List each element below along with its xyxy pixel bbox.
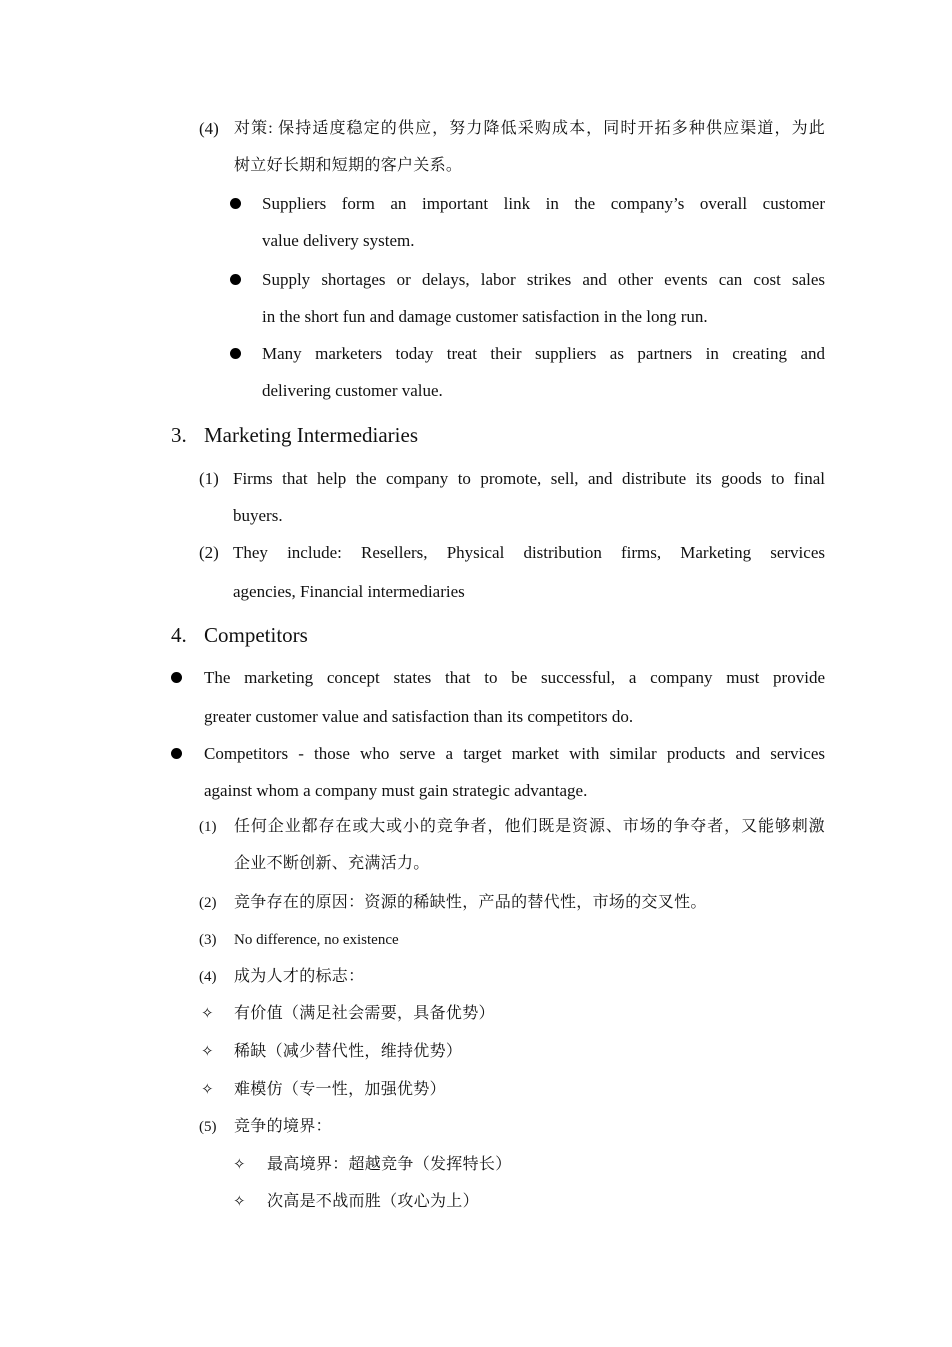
list-item: 难模仿（专一性，加强优势） <box>234 1081 446 1098</box>
paragraph-line: 对策: 保持适度稳定的供应，努力降低采购成本，同时开拓多种供应渠道，为此 <box>234 120 825 137</box>
paragraph-line: 企业不断创新、充满活力。 <box>234 855 430 872</box>
bullet-text: Many marketers today treat their suppliers as partners in creating and <box>262 344 825 363</box>
list-item: 稀缺（减少替代性，维持优势） <box>234 1043 463 1060</box>
section-heading: Marketing Intermediaries <box>204 423 418 447</box>
paragraph-line: No difference, no existence <box>234 932 399 948</box>
diamond-bullet-icon: ✧ <box>201 1044 214 1060</box>
bullet-dot <box>171 748 182 759</box>
bullet-text: in the short fun and damage customer satisfaction in the long run. <box>262 307 708 326</box>
list-item: 有价值（满足社会需要，具备优势） <box>234 1005 495 1022</box>
bullet-text: value delivery system. <box>262 231 415 250</box>
paragraph-line: They include: Resellers, Physical distribution firms, Marketing services <box>233 543 825 562</box>
section-number: 3. <box>171 423 187 447</box>
section-number: 4. <box>171 623 187 647</box>
list-item: 最高境界：超越竞争（发挥特长） <box>267 1156 512 1173</box>
list-item: 次高是不战而胜（攻心为上） <box>267 1193 479 1210</box>
paragraph-line: Firms that help the company to promote, sell, and distribute its goods to final <box>233 469 825 488</box>
bullet-text: Supply shortages or delays, labor strikes and other events can cost sales <box>262 270 825 289</box>
paragraph-line: 竞争存在的原因：资源的稀缺性，产品的替代性，市场的交叉性。 <box>234 894 707 911</box>
paragraph-line: buyers. <box>233 506 283 525</box>
bullet-dot <box>230 198 241 209</box>
section-heading: Competitors <box>204 623 308 647</box>
paragraph-line: 成为人才的标志： <box>234 968 365 985</box>
diamond-bullet-icon: ✧ <box>233 1194 246 1210</box>
paragraph-line: 竞争的境界： <box>234 1118 332 1135</box>
paragraph-line: 任何企业都存在或大或小的竞争者，他们既是资源、市场的争夺者，又能够刺激 <box>234 818 825 835</box>
item-number: (2) <box>199 543 219 562</box>
diamond-bullet-icon: ✧ <box>233 1157 246 1173</box>
item-number: (1) <box>199 469 219 488</box>
bullet-dot <box>230 274 241 285</box>
paragraph-line: 树立好长期和短期的客户关系。 <box>234 157 463 174</box>
bullet-text: against whom a company must gain strategic advantage. <box>204 781 588 800</box>
bullet-text: Suppliers form an important link in the company’s overall customer <box>262 194 825 213</box>
bullet-dot <box>230 348 241 359</box>
item-number: (1) <box>199 819 217 835</box>
bullet-text: delivering customer value. <box>262 381 443 400</box>
item-number: (4) <box>199 119 219 138</box>
item-number: (3) <box>199 932 217 948</box>
diamond-bullet-icon: ✧ <box>201 1006 214 1022</box>
bullet-text: Competitors - those who serve a target market with similar products and services <box>204 744 825 763</box>
item-number: (2) <box>199 895 217 911</box>
diamond-bullet-icon: ✧ <box>201 1082 214 1098</box>
paragraph-line: agencies, Financial intermediaries <box>233 582 465 601</box>
item-number: (5) <box>199 1119 217 1135</box>
bullet-dot <box>171 672 182 683</box>
bullet-text: greater customer value and satisfaction than its competitors do. <box>204 707 634 726</box>
bullet-text: The marketing concept states that to be successful, a company must provide <box>204 668 825 687</box>
item-number: (4) <box>199 969 217 985</box>
